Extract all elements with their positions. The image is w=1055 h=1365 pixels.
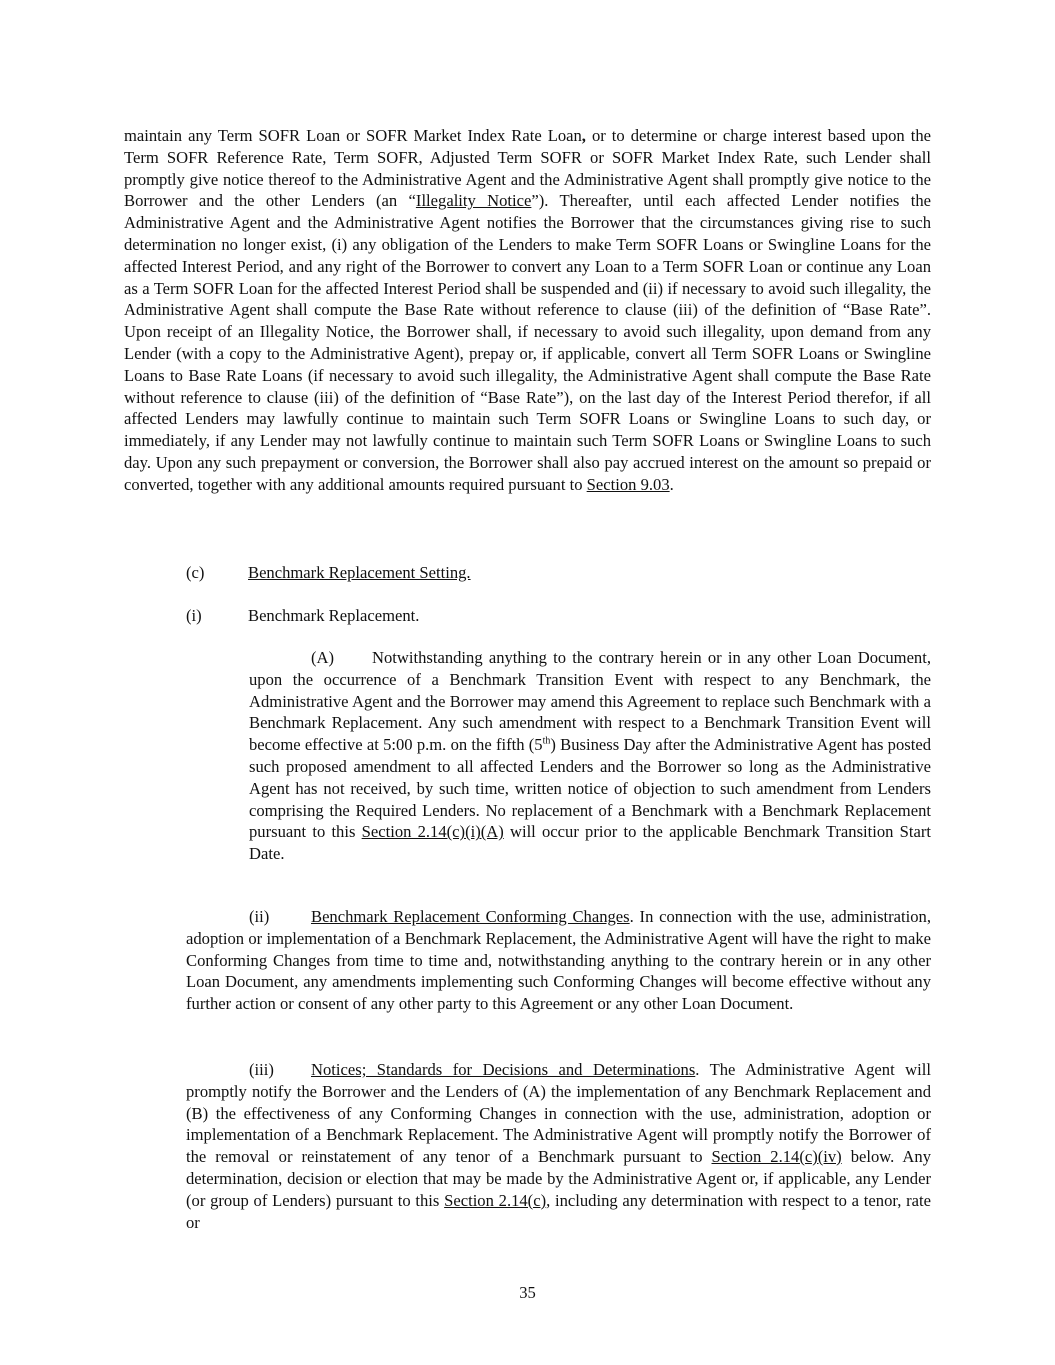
section-2-14-c-reference: Section 2.14(c)	[444, 1190, 547, 1210]
section-c-label: (c)	[186, 563, 205, 582]
text: , including any determination with respect to a tenor, rate or	[186, 1190, 931, 1232]
subsection-iii-paragraph	[186, 1059, 931, 1233]
subsection-i-title: Benchmark Replacement.	[248, 606, 420, 625]
section-2-14-c-iv-reference: Section 2.14(c)(iv)	[711, 1147, 842, 1167]
subsection-ii-paragraph	[186, 906, 931, 1015]
subsection-i-heading	[124, 605, 931, 627]
text: ”). Thereafter, until each affected Lender notifies the Administrative Agent and the Administrative Agent notifies the Borrower that the circumstances giving rise to such determination no longer exist, (i) any obligation of the Lenders to make Term SOFR Loans or Swingline Loans for the affected Interest Period, and any right of the Borrower to convert any Loan to a Term SOFR Loan or continue any Loan as a Term SOFR Loan for the affected Interest Period shall be suspended and (ii) if necessary to avoid such illegality, the Administrative Agent shall compute the Base Rate without reference to clause (iii) of the definition of “Base Rate”. Upon receipt of an Illegality Notice, the Borrower shall, if necessary to avoid such illegality, upon demand from any Lender (with a copy to the Administrative Agent), prepay or, if applicable, convert all Term SOFR Loans or Swingline Loans to Base Rate Loans (if necessary to avoid such illegality, the Administrative Agent shall compute the Base Rate without reference to clause (iii) of the definition of “Base Rate”), on the last day of the Interest Period therefor, if all affected Lenders may lawfully continue to maintain such Term SOFR Loans or Swingline Loans to such day, or immediately, if any Lender may not lawfully continue to maintain such Term SOFR Loans or Swingline Loans to such day. Upon any such prepayment or conversion, the Borrower shall also pay accrued interest on the amount so prepaid or converted, together with any additional amounts required pursuant to	[124, 191, 931, 494]
subsection-a-paragraph	[249, 647, 931, 865]
text: below. Any determination, decision or election that may be made by the Administrative Agent or, if applicable, any Lender (or group of Lenders) pursuant to this	[186, 1147, 931, 1210]
text: .	[669, 474, 674, 494]
subsection-ii-title: Benchmark Replacement Conforming Changes	[311, 907, 630, 926]
illegality-notice-term: Illegality Notice	[415, 191, 532, 211]
text: will occur prior to the applicable Benchmark Transition Start Date.	[249, 822, 932, 864]
subsection-ii-label: (ii)	[249, 907, 270, 926]
text: ) Business Day after the Administrative Agent has posted such proposed amendment to all affected Lenders and the Borrower so long as the Administrative Agent has not received, by such time, written notice of objection to such amendment from Lenders comprising the Required Lenders. No replacement of a Benchmark with a Benchmark Replacement pursuant to this	[249, 735, 931, 842]
section-c-title: Benchmark Replacement Setting.	[248, 563, 471, 582]
page-number: 35	[519, 1283, 536, 1302]
text: . In connection with the use, administration, adoption or implementation of a Benchmark Replacement, the Administrative Agent will have the right to make Conforming Changes from time to time and, notwithstanding anything to the contrary herein or in any other Loan Document, any amendments implementing such Conforming Changes will become effective without any further action or consent of any other party to this Agreement or any other Loan Document.	[186, 907, 931, 1014]
subsection-i-label: (i)	[186, 606, 202, 625]
section-9-03-reference: Section 9.03	[586, 474, 670, 494]
subsection-iii-title: Notices; Standards for Decisions and Determinations	[311, 1060, 696, 1079]
section-2-14-c-i-a-reference: Section 2.14(c)(i)(A)	[361, 822, 504, 842]
text: maintain any Term SOFR Loan or SOFR Market Index Rate Loan	[124, 126, 582, 145]
subsection-a-label: (A)	[311, 648, 335, 667]
subsection-iii-label: (iii)	[249, 1060, 274, 1079]
bold-comma: ,	[581, 126, 586, 145]
illegality-paragraph	[124, 125, 931, 496]
text: Notwithstanding anything to the contrary herein or in any other Loan Document, upon the occurrence of a Benchmark Transition Event with respect to any Benchmark, the Administrative Agent and the Borrower may amend this Agreement to replace such Benchmark with a Benchmark Replacement. Any such amendment with respect to a Benchmark Transition Event will become effective at 5:00 p.m. on the fifth (5	[249, 648, 931, 755]
section-c-heading	[124, 562, 931, 584]
text: or to determine or charge interest based upon the Term SOFR Reference Rate, Term SOFR, Adjusted Term SOFR or SOFR Market Index Rate, such Lender shall promptly give notice thereof to the Administrative Agent and the Administrative Agent shall promptly give notice to the Borrower and the other Lenders (an “	[124, 126, 931, 211]
superscript-th: th	[542, 735, 551, 747]
text: . The Administrative Agent will promptly notify the Borrower and the Lenders of (A) the implementation of any Benchmark Replacement and (B) the effectiveness of any Conforming Changes in connection with the use, administration, adoption or implementation of a Benchmark Replacement. The Administrative Agent will promptly notify the Borrower of the removal or reinstatement of any tenor of a Benchmark pursuant to	[186, 1060, 931, 1167]
